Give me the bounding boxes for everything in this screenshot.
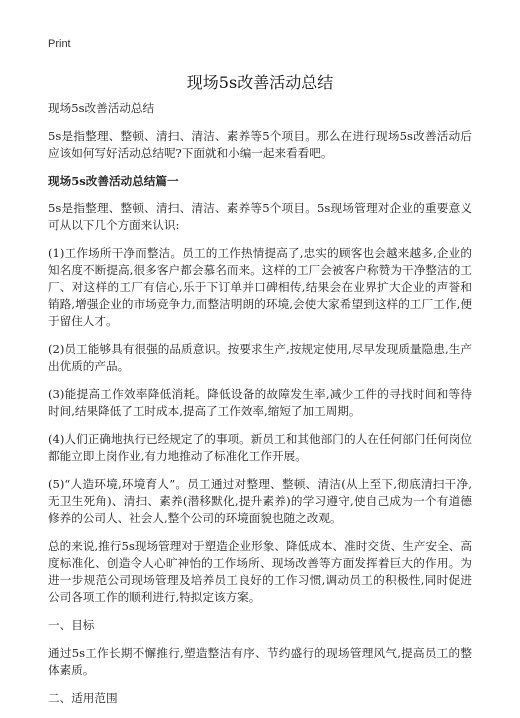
- section-heading: 现场5s改善活动总结篇一: [48, 174, 179, 188]
- body-paragraph: (3)能提高工作效率降低消耗。降低设备的故障发生率,减少工件的寻找时间和等待时间,结果降低了工时成本,提高了工作效率,缩短了加工周期。: [48, 387, 472, 418]
- body-paragraph: 通过5s工作长期不懈推行,塑造整洁有序、节约盛行的现场管理风气,提高员工的整体素质。: [48, 646, 472, 677]
- body-paragraph: 5s是指整理、整顿、清扫、清洁、素养等5个项目。5s现场管理对企业的重要意义可从以下几个方面来认识:: [48, 201, 472, 232]
- intro-heading: 现场5s改善活动总结: [48, 101, 155, 115]
- page-title: 现场5s改善活动总结: [186, 73, 334, 92]
- body-paragraph: (5)“人造环境,环境育人”。员工通过对整理、整顿、清洁(从上至下,彻底清扫干净,无卫生死角)、清扫、素养(潜移默化,提升素养)的学习遵守,使自己成为一个有道德修养的公司人、社会人,整个公司的环境面貌也随之改观。: [48, 477, 472, 525]
- body-paragraph: 总的来说,推行5s现场管理对于塑造企业形象、降低成本、准时交货、生产安全、高度标准化、创造令人心旷神怡的工作场所、现场改善等方面发挥着巨大的作用。为进一步规范公司现场管理及培养员工良好的工作习惯,调动员工的积极性,同时促进公司各项工作的顺利进行,特拟定该方案。: [48, 539, 472, 604]
- body-paragraph: (4)人们正确地执行已经规定了的事项。新员工和其他部门的人在任何部门任何岗位都能立即上岗作业,有力地推动了标准化工作开展。: [48, 432, 472, 463]
- body-paragraph: (1)工作场所干净而整洁。员工的工作热情提高了,忠实的顾客也会越来越多,企业的知名度不断提高,很多客户都会慕名而来。这样的工厂会被客户称赞为干净整洁的工厂、对这样的工厂有信心,乐于下订单并口碑相传,结果会在业界扩大企业的声誉和销路,增强企业的市场竞争力,而整洁明朗的环境,会使大家希望到这样的工厂工作,便于留住人才。: [48, 246, 472, 328]
- print-link[interactable]: Print: [48, 38, 71, 50]
- article-body: [48, 100, 472, 718]
- body-paragraph: (2)员工能够具有很强的品质意识。按要求生产,按规定使用,尽早发现质量隐患,生产出优质的产品。: [48, 342, 472, 373]
- section-heading-goal: 一、目标: [48, 618, 95, 632]
- section-heading-scope: 二、适用范围: [48, 691, 118, 705]
- intro-paragraph: 5s是指整理、整顿、清扫、清洁、素养等5个项目。那么在进行现场5s改善活动后应该如何写好活动总结呢?下面就和小编一起来看看吧。: [48, 129, 472, 160]
